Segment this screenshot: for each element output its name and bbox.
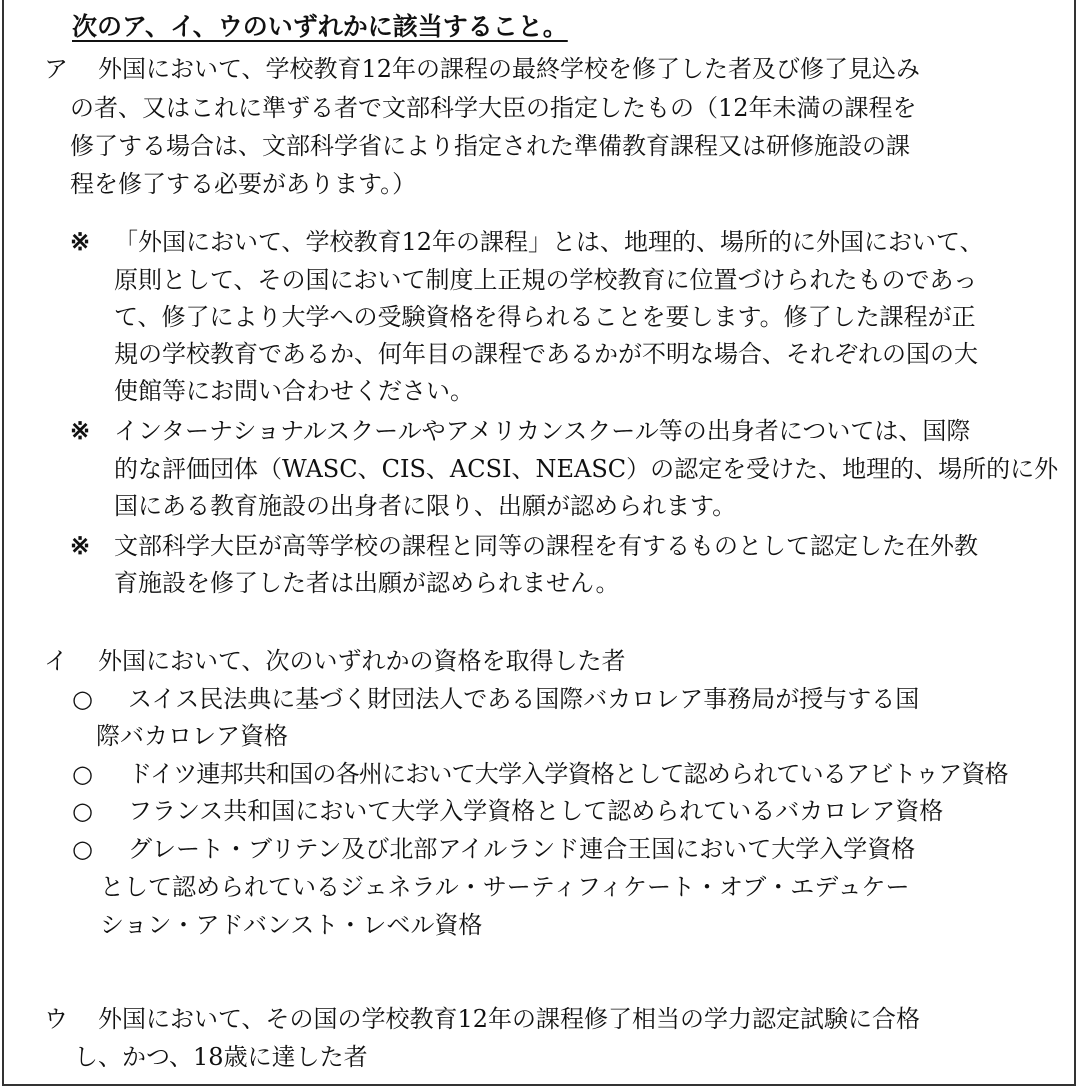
note-line: 「外国において、学校教育12年の課程」とは、地理的、場所的に外国において、 — [114, 228, 984, 256]
section-i-line: 外国において、次のいずれかの資格を取得した者 — [98, 647, 626, 675]
qualification-line: として認められているジェネラル・サーティフィケート・オブ・エデュケー — [100, 873, 910, 901]
note-mark-icon: ※ — [70, 416, 91, 445]
note-line: 的な評価団体（WASC、CIS、ACSI、NEASC）の認定を受けた、地理的、場所的に外 — [114, 455, 1059, 483]
section-u-line: し、かつ、18歳に達した者 — [74, 1043, 368, 1071]
qualification-line: ション・アドバンスト・レベル資格 — [100, 911, 483, 939]
section-a-line: 修了する場合は、文部科学省により指定された準備教育課程又は研修施設の課 — [70, 132, 910, 160]
circle-bullet-icon: ○ — [72, 835, 93, 863]
section-i-label: イ — [44, 647, 68, 675]
circle-bullet-icon: ○ — [72, 760, 93, 788]
note-mark-icon: ※ — [70, 227, 91, 256]
note-line: インターナショナルスクールやアメリカンスクール等の出身者については、国際 — [114, 417, 971, 445]
qualification-line: スイス民法典に基づく財団法人である国際バカロレア事務局が授与する国 — [128, 685, 920, 713]
circle-bullet-icon: ○ — [72, 797, 93, 825]
heading: 次のア、イ、ウのいずれかに該当すること。 — [72, 12, 568, 41]
qualification-line: グレート・ブリテン及び北部アイルランド連合王国において大学入学資格 — [128, 835, 916, 863]
qualification-line: ドイツ連邦共和国の各州において大学入学資格として認められているアビトゥア資格 — [128, 760, 1008, 788]
note-line: て、修了により大学への受験資格を得られることを要します。修了した課程が正 — [114, 303, 976, 331]
circle-bullet-icon: ○ — [72, 685, 93, 713]
note-line: 育施設を修了した者は出願が認められません。 — [114, 569, 620, 597]
note-line: 使館等にお問い合わせください。 — [114, 377, 474, 405]
note-line: 国にある教育施設の出身者に限り、出願が認められます。 — [114, 492, 737, 520]
section-u-line: 外国において、その国の学校教育12年の課程修了相当の学力認定試験に合格 — [98, 1005, 921, 1033]
note-line: 規の学校教育であるか、何年目の課程であるかが不明な場合、それぞれの国の大 — [114, 340, 978, 368]
section-a-line: の者、又はこれに準ずる者で文部科学大臣の指定したもの（12年未満の課程を — [70, 94, 917, 122]
section-a-label: ア — [44, 55, 68, 83]
section-a-line: 外国において、学校教育12年の課程の最終学校を修了した者及び修了見込み — [98, 55, 921, 83]
qualification-line: フランス共和国において大学入学資格として認められているバカロレア資格 — [128, 797, 944, 825]
qualification-line: 際バカロレア資格 — [96, 722, 288, 750]
note-line: 原則として、その国において制度上正規の学校教育に位置づけられたものであっ — [114, 266, 978, 294]
note-line: 文部科学大臣が高等学校の課程と同等の課程を有するものとして認定した在外教 — [114, 532, 978, 560]
section-a-line: 程を修了する必要があります。） — [70, 170, 417, 198]
note-mark-icon: ※ — [70, 531, 91, 560]
section-u-label: ウ — [44, 1005, 68, 1033]
